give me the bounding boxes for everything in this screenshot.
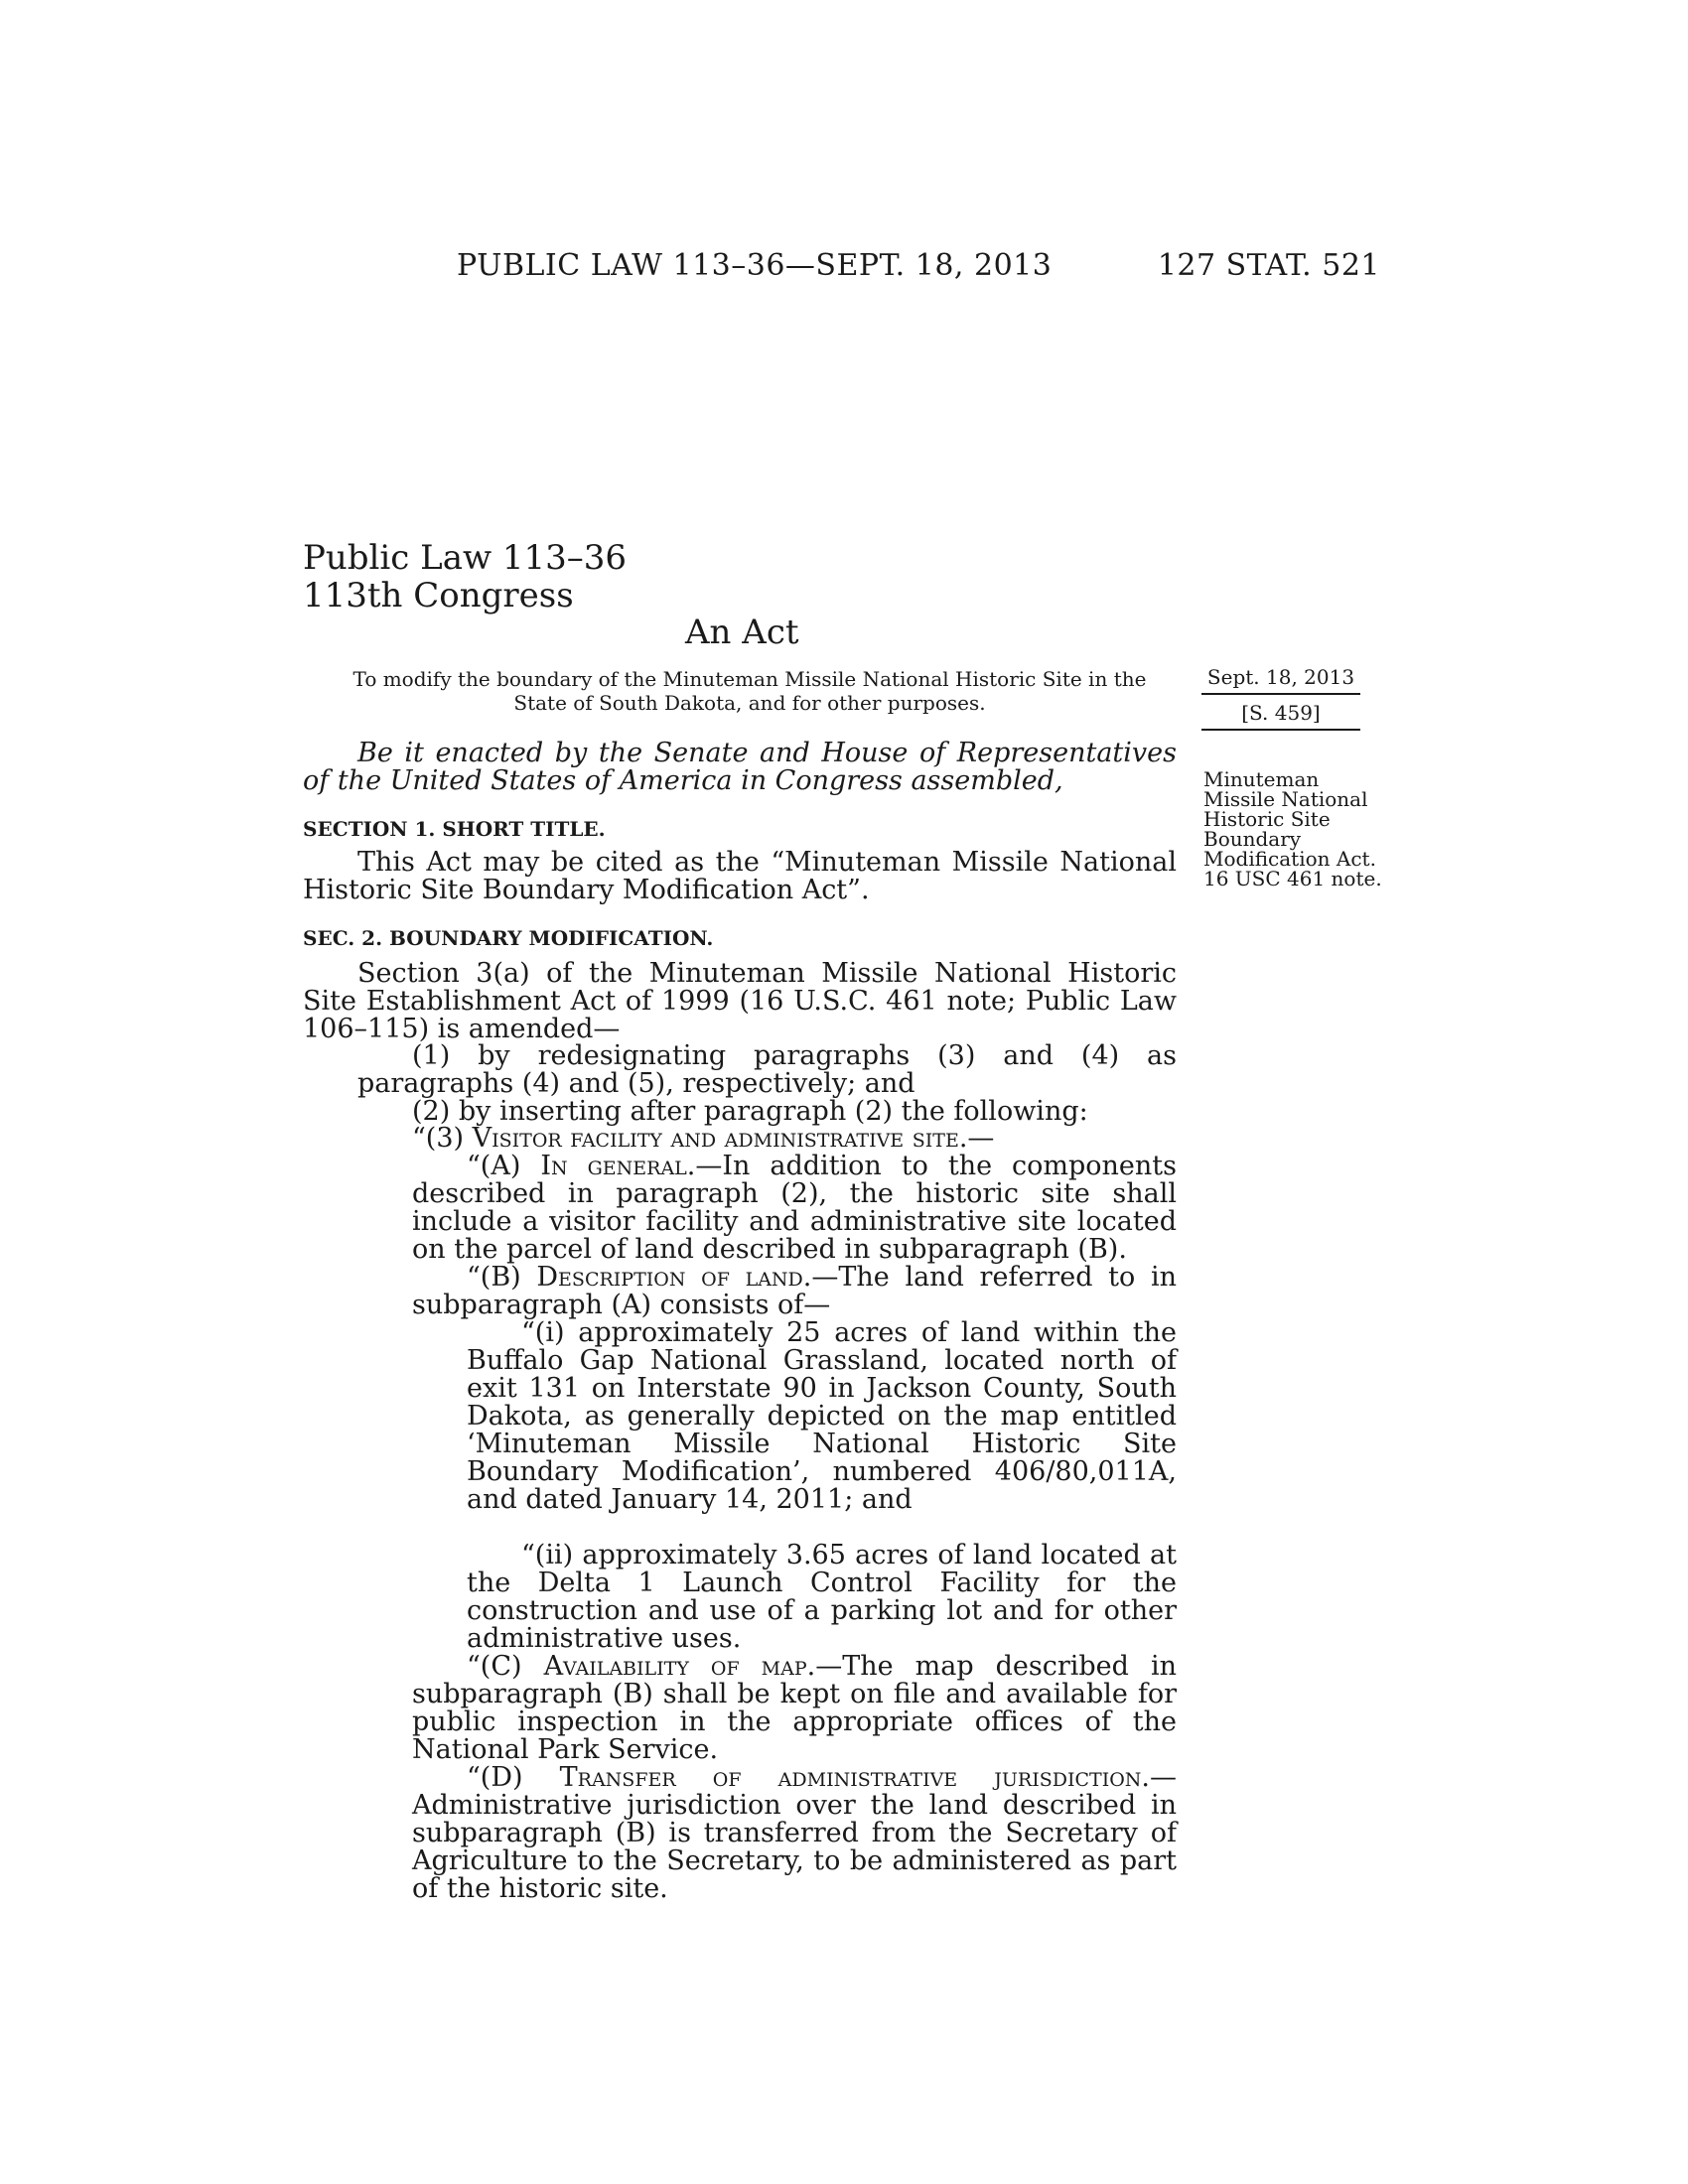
marginal-note-line: Missile National xyxy=(1203,787,1368,811)
congress-label: 113th Congress xyxy=(303,576,574,615)
paragraph-2: (2) by inserting after paragraph (2) the following: xyxy=(412,1096,1088,1127)
subparagraph-a xyxy=(412,1153,1177,1264)
running-head: PUBLIC LAW 113–36—SEPT. 18, 2013 xyxy=(457,248,1053,283)
section-2-heading: SEC. 2. BOUNDARY MODIFICATION. xyxy=(303,926,714,950)
marginal-note-line: Boundary xyxy=(1203,827,1302,851)
p3-heading: Visitor facility and administrative site. xyxy=(472,1123,968,1154)
c-heading: Availability of map. xyxy=(543,1651,816,1682)
bill-rule xyxy=(1201,729,1360,731)
clause-ii: “(ii) approximately 3.65 acres of land located at the Delta 1 Launch Control Facility for the construction and use of a parking lot and for other administrative uses. xyxy=(467,1540,1177,1654)
b-prefix: “(B) xyxy=(467,1262,537,1293)
c-prefix: “(C) xyxy=(467,1651,544,1682)
page-citation: 127 STAT. 521 xyxy=(1157,248,1380,283)
marginal-note xyxy=(1203,769,1382,888)
b-heading: Description of land. xyxy=(536,1262,812,1293)
inserted-paragraph-3 xyxy=(412,1125,1177,1153)
marginal-note-line: Historic Site xyxy=(1203,807,1331,831)
marginal-note-line: 16 USC 461 note. xyxy=(1203,867,1382,890)
p3-dash: — xyxy=(967,1123,995,1154)
p3-prefix: “(3) xyxy=(412,1123,473,1154)
enactment-date: Sept. 18, 2013 xyxy=(1206,665,1355,689)
enacting-clause: Be it enacted by the Senate and House of Representatives of the United States of America in Congress assembled, xyxy=(303,738,1177,796)
section-2-intro: Section 3(a) of the Minuteman Missile National Historic Site Establishment Act of 1999 (16 U.S.C. 461 note; Public Law 106–115) is amended— xyxy=(303,958,1177,1044)
sidebar-date-block xyxy=(1201,665,1360,731)
purpose-statement: To modify the boundary of the Minuteman Missile National Historic Site in the State of South Dakota, and for other purposes. xyxy=(352,667,1147,715)
b-text: —The land referred to in subparagraph (A) consists of— xyxy=(412,1262,1177,1320)
a-heading: In general. xyxy=(540,1151,696,1181)
law-number: Public Law 113–36 xyxy=(303,538,628,578)
d-text: —Administrative jurisdiction over the land described in subparagraph (B) is transferred from the Secretary of Agriculture to the Secretary, to be administered as part of the historic site. xyxy=(412,1762,1177,1904)
c-text: —The map described in subparagraph (B) shall be kept on file and available for public inspection in the appropriate offices of the National Park Service. xyxy=(412,1651,1177,1765)
subparagraph-b xyxy=(412,1264,1177,1319)
a-text: —In addition to the components described in paragraph (2), the historic site shall include a visitor facility and administrative site located on the parcel of land described in subparagraph (B). xyxy=(412,1151,1178,1265)
clause-i: “(i) approximately 25 acres of land within the Buffalo Gap National Grassland, located north of exit 131 on Interstate 90 in Jackson County, South Dakota, as generally depicted on the map entitled ‘Minuteman Missile National Historic Site Boundary Modification’, numbered 406/80,011A, and dated January 14, 2011; and xyxy=(467,1317,1177,1515)
section-1-text: This Act may be cited as the “Minuteman Missile National Historic Site Boundary Modification Act”. xyxy=(303,847,1177,905)
paragraph-1: (1) by redesignating paragraphs (3) and (4) as paragraphs (4) and (5), respectively; and xyxy=(357,1040,1177,1099)
a-prefix: “(A) xyxy=(467,1151,541,1181)
act-label: An Act xyxy=(685,613,799,652)
marginal-note-line: Minuteman xyxy=(1203,767,1320,791)
bill-number: [S. 459] xyxy=(1241,701,1321,725)
subparagraph-d xyxy=(412,1764,1177,1903)
d-heading: Transfer of administrative jurisdiction. xyxy=(559,1762,1150,1793)
subparagraph-c xyxy=(412,1653,1177,1764)
d-prefix: “(D) xyxy=(467,1762,560,1793)
marginal-note-line: Modification Act. xyxy=(1203,847,1376,871)
section-1-heading: SECTION 1. SHORT TITLE. xyxy=(303,817,606,841)
